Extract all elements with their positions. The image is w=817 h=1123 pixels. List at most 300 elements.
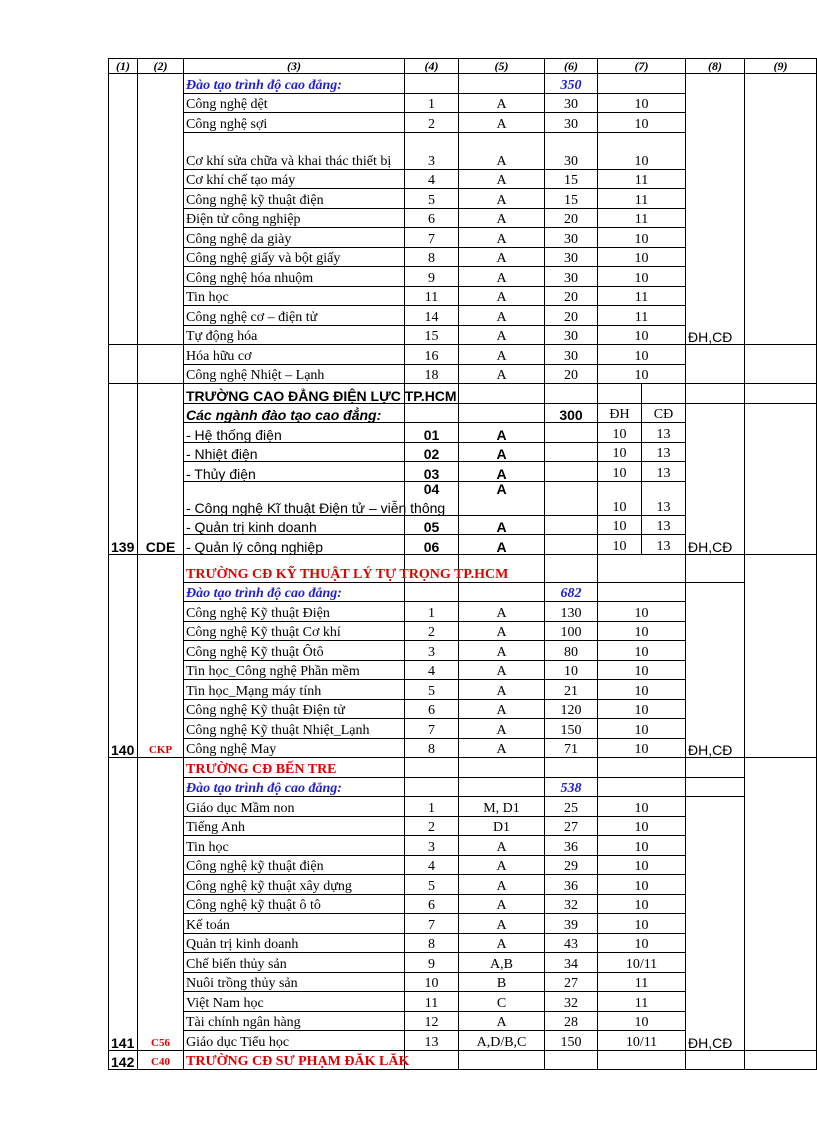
score-value: 11 (598, 189, 686, 209)
major-name: Giáo dục Tiểu học (184, 1031, 405, 1051)
major-name: Công nghệ Kỹ thuật Cơ khí (184, 621, 405, 641)
table-cell (405, 74, 459, 94)
major-name: Tin học_Công nghệ Phần mềm (184, 660, 405, 680)
major-name: Công nghệ Kỹ thuật Nhiệt_Lạnh (184, 719, 405, 739)
major-name: Tin học_Mạng máy tính (184, 680, 405, 700)
section-title: Đào tạo trình độ cao đẳng: (184, 582, 405, 602)
major-name: Tin học (184, 286, 405, 306)
exam-block: A (459, 364, 545, 384)
school-code: CKP (138, 554, 184, 758)
quota-value: 20 (545, 364, 598, 384)
quota-value: 36 (545, 875, 598, 895)
quota-value: 39 (545, 914, 598, 934)
dh-score: 10 (598, 423, 642, 443)
table-cell (598, 758, 686, 778)
section-quota: 300 (545, 403, 598, 423)
major-name: Công nghệ kỹ thuật điện (184, 189, 405, 209)
major-name: Công nghệ hóa nhuộm (184, 267, 405, 287)
quota-value: 27 (545, 816, 598, 836)
score-value: 10 (598, 345, 686, 365)
table-cell (459, 777, 545, 797)
score-value: 11 (598, 306, 686, 326)
major-name: Chế biến thủy sản (184, 953, 405, 973)
major-name: Tài chính ngân hàng (184, 1011, 405, 1031)
exam-block: A (459, 621, 545, 641)
exam-block: A (459, 535, 545, 555)
exam-block: A (459, 602, 545, 622)
major-name: Cơ khí chế tạo máy (184, 169, 405, 189)
major-name: Công nghệ cơ – điện tử (184, 306, 405, 326)
major-code: 2 (405, 816, 459, 836)
exam-block: A (459, 680, 545, 700)
section-title: Đào tạo trình độ cao đẳng: (184, 74, 405, 94)
major-name: Cơ khí sửa chữa và khai thác thiết bị (184, 132, 405, 169)
school-row (109, 758, 817, 778)
school-stt: 142 (109, 1050, 138, 1070)
table-cell (686, 777, 745, 797)
major-code: 12 (405, 1011, 459, 1031)
score-value: 10 (598, 267, 686, 287)
exam-block: A (459, 93, 545, 113)
table-cell (598, 582, 686, 602)
quota-value: 30 (545, 228, 598, 248)
section-row (109, 582, 817, 602)
quota-value: 150 (545, 1031, 598, 1051)
score-value: 10 (598, 738, 686, 758)
major-code: 1 (405, 93, 459, 113)
cd-score: 13 (642, 535, 686, 555)
score-value: 11 (598, 208, 686, 228)
major-name: Công nghệ Kỹ thuật Điện (184, 602, 405, 622)
exam-block: A (459, 855, 545, 875)
major-name: Công nghệ Nhiệt – Lạnh (184, 364, 405, 384)
exam-block: A (459, 423, 545, 443)
score-value: 10 (598, 816, 686, 836)
major-code: 7 (405, 228, 459, 248)
major-name: Công nghệ sợi (184, 113, 405, 133)
table-cell (405, 1050, 459, 1070)
section-quota: 682 (545, 582, 598, 602)
major-code: 8 (405, 933, 459, 953)
exam-block: M, D1 (459, 797, 545, 817)
exam-block: A (459, 306, 545, 326)
quota-value: 80 (545, 641, 598, 661)
major-code: 10 (405, 972, 459, 992)
score-value: 10 (598, 933, 686, 953)
major-code: 18 (405, 364, 459, 384)
exam-block: A (459, 515, 545, 535)
exam-block: A (459, 836, 545, 856)
score-value: 11 (598, 286, 686, 306)
score-value: 10 (598, 247, 686, 267)
major-code: 2 (405, 113, 459, 133)
school-name: TRƯỜNG CAO ĐẲNG ĐIỆN LỰC TP.HCM (184, 384, 405, 404)
exam-block: A (459, 132, 545, 169)
exam-block: A (459, 914, 545, 934)
major-code: 3 (405, 836, 459, 856)
major-code: 4 (405, 660, 459, 680)
table-cell (459, 1050, 545, 1070)
major-name: Tự động hóa (184, 325, 405, 345)
score-value: 10 (598, 132, 686, 169)
table-cell (745, 554, 817, 758)
major-code: 3 (405, 641, 459, 661)
major-code: 8 (405, 247, 459, 267)
table-cell (545, 554, 598, 582)
major-code: 2 (405, 621, 459, 641)
header-row (109, 59, 817, 74)
major-name: Tiếng Anh (184, 816, 405, 836)
score-value: 11 (598, 972, 686, 992)
exam-block: C (459, 992, 545, 1012)
major-code: 4 (405, 855, 459, 875)
score-value: 10 (598, 93, 686, 113)
dh-score: 10 (598, 481, 642, 515)
note-cell: ĐH,CĐ (686, 403, 745, 554)
section-title: Các ngành đào tạo cao đẳng: (184, 403, 405, 423)
table-cell (745, 345, 817, 384)
column-header: (1) (109, 59, 138, 74)
major-name: - Quản lý công nghiệp (184, 535, 405, 555)
dh-score: 10 (598, 462, 642, 482)
quota-value: 21 (545, 680, 598, 700)
quota-value: 71 (545, 738, 598, 758)
exam-block: B (459, 972, 545, 992)
exam-block: A (459, 660, 545, 680)
major-code: 15 (405, 325, 459, 345)
table-cell (405, 777, 459, 797)
major-name: Công nghệ giấy và bột giấy (184, 247, 405, 267)
score-value: 11 (598, 992, 686, 1012)
major-name: Điện tử công nghiệp (184, 208, 405, 228)
table-cell (745, 384, 817, 404)
major-name: - Thủy điện (184, 462, 405, 482)
exam-block: A (459, 286, 545, 306)
note-cell: ĐH,CĐ (686, 74, 745, 345)
table-cell (745, 758, 817, 1051)
quota-value: 27 (545, 972, 598, 992)
table-row (109, 345, 817, 365)
quota-value: 100 (545, 621, 598, 641)
dh-score: 10 (598, 515, 642, 535)
exam-block: A (459, 442, 545, 462)
major-name: Tin học (184, 836, 405, 856)
quota-value: 29 (545, 855, 598, 875)
table-cell (459, 403, 545, 423)
quota-value: 10 (545, 660, 598, 680)
school-stt: 140 (109, 554, 138, 758)
major-code: 5 (405, 189, 459, 209)
exam-block: A (459, 894, 545, 914)
school-code: C40 (138, 1050, 184, 1070)
exam-block: A (459, 228, 545, 248)
score-value: 10 (598, 797, 686, 817)
exam-block: A (459, 113, 545, 133)
section-quota: 538 (545, 777, 598, 797)
cd-score: 13 (642, 423, 686, 443)
table-body (109, 59, 817, 1070)
column-header: (4) (405, 59, 459, 74)
school-name: TRƯỜNG CĐ KỸ THUẬT LÝ TỰ TRỌNG TP.HCM (184, 554, 405, 582)
table-cell (686, 554, 745, 582)
cd-score: 13 (642, 442, 686, 462)
major-name: Công nghệ Kỹ thuật Ôtô (184, 641, 405, 661)
table-cell (109, 345, 138, 384)
exam-block: A (459, 189, 545, 209)
exam-block: A (459, 719, 545, 739)
major-code: 02 (405, 442, 459, 462)
section-row (109, 74, 817, 94)
major-name: Kế toán (184, 914, 405, 934)
major-code: 04 (405, 481, 459, 515)
table-cell (598, 777, 686, 797)
table-cell (598, 554, 686, 582)
school-name: TRƯỜNG CĐ BẾN TRE (184, 758, 405, 778)
quota-value: 150 (545, 719, 598, 739)
score-value: 10 (598, 641, 686, 661)
cd-score: 13 (642, 515, 686, 535)
table-cell (545, 758, 598, 778)
quota-value: 130 (545, 602, 598, 622)
major-code: 14 (405, 306, 459, 326)
table-cell (459, 582, 545, 602)
major-name: - Quản trị kinh doanh (184, 515, 405, 535)
exam-block: A (459, 933, 545, 953)
table-cell (642, 384, 686, 404)
score-value: 10 (598, 836, 686, 856)
major-name: Công nghệ kỹ thuật xây dựng (184, 875, 405, 895)
table-cell (686, 345, 745, 384)
major-code: 11 (405, 992, 459, 1012)
quota-value: 30 (545, 247, 598, 267)
major-code: 9 (405, 267, 459, 287)
quota-value: 30 (545, 267, 598, 287)
major-code: 1 (405, 797, 459, 817)
score-value: 10/11 (598, 953, 686, 973)
major-code: 9 (405, 953, 459, 973)
column-header: (6) (545, 59, 598, 74)
major-code: 3 (405, 132, 459, 169)
major-name: - Công nghệ Kĩ thuật Điện tử – viễn thông (184, 481, 405, 515)
table-cell (745, 74, 817, 345)
score-value: 10 (598, 364, 686, 384)
cd-score: 13 (642, 481, 686, 515)
quota-value: 20 (545, 306, 598, 326)
table-cell (459, 384, 545, 404)
major-name: Công nghệ da giày (184, 228, 405, 248)
exam-block: A (459, 208, 545, 228)
school-row (109, 554, 817, 582)
score-value: 10 (598, 894, 686, 914)
quota-value: 15 (545, 169, 598, 189)
table-cell (545, 535, 598, 555)
score-value: 10 (598, 699, 686, 719)
major-name: Việt Nam học (184, 992, 405, 1012)
score-value: 10 (598, 325, 686, 345)
quota-value: 30 (545, 113, 598, 133)
note-cell: ĐH,CĐ (686, 582, 745, 758)
section-quota: 350 (545, 74, 598, 94)
major-code: 05 (405, 515, 459, 535)
quota-value: 25 (545, 797, 598, 817)
note-cell: ĐH,CĐ (686, 797, 745, 1051)
table-cell (138, 345, 184, 384)
exam-block: A (459, 481, 545, 515)
major-code: 5 (405, 680, 459, 700)
major-code: 11 (405, 286, 459, 306)
quota-value: 28 (545, 1011, 598, 1031)
major-name: - Hệ thống điện (184, 423, 405, 443)
dh-score: 10 (598, 442, 642, 462)
exam-block: A,B (459, 953, 545, 973)
score-value: 10/11 (598, 1031, 686, 1051)
table-cell (598, 74, 686, 94)
table-cell (545, 462, 598, 482)
quota-value: 30 (545, 345, 598, 365)
quota-value: 30 (545, 93, 598, 113)
column-header: (5) (459, 59, 545, 74)
score-value: 10 (598, 113, 686, 133)
score-value: 10 (598, 914, 686, 934)
school-name: TRƯỜNG CĐ SƯ PHẠM ĐĂK LĂK (184, 1050, 405, 1070)
exam-block: A (459, 1011, 545, 1031)
table-cell (745, 403, 817, 554)
table-cell (459, 758, 545, 778)
major-name: Công nghệ kỹ thuật ô tô (184, 894, 405, 914)
exam-block: A (459, 325, 545, 345)
exam-block: A (459, 462, 545, 482)
major-code: 4 (405, 169, 459, 189)
column-header: (3) (184, 59, 405, 74)
quota-value: 20 (545, 208, 598, 228)
exam-block: A,D/B,C (459, 1031, 545, 1051)
major-name: Công nghệ kỹ thuật điện (184, 855, 405, 875)
major-name: Nuôi trồng thủy sản (184, 972, 405, 992)
quota-value: 34 (545, 953, 598, 973)
quota-value: 30 (545, 325, 598, 345)
major-code: 8 (405, 738, 459, 758)
section-row (109, 403, 817, 423)
exam-block: A (459, 345, 545, 365)
major-code: 7 (405, 914, 459, 934)
major-name: - Nhiệt điện (184, 442, 405, 462)
major-code: 06 (405, 535, 459, 555)
table-cell (545, 1050, 598, 1070)
table-cell (598, 1050, 686, 1070)
school-row (109, 384, 817, 404)
school-stt: 141 (109, 758, 138, 1051)
column-header: (9) (745, 59, 817, 74)
quota-value: 32 (545, 894, 598, 914)
table-cell (405, 403, 459, 423)
admissions-table (108, 58, 817, 1070)
table-cell (686, 1050, 745, 1070)
table-cell (545, 423, 598, 443)
score-value: 10 (598, 719, 686, 739)
major-code: 13 (405, 1031, 459, 1051)
section-row (109, 777, 817, 797)
table-row (109, 797, 817, 817)
major-code: 03 (405, 462, 459, 482)
exam-block: A (459, 875, 545, 895)
score-value: 10 (598, 602, 686, 622)
quota-value: 32 (545, 992, 598, 1012)
major-code: 1 (405, 602, 459, 622)
table-cell (745, 1050, 817, 1070)
major-code: 6 (405, 894, 459, 914)
major-name: Quản trị kinh doanh (184, 933, 405, 953)
table-cell (405, 582, 459, 602)
table-cell (405, 758, 459, 778)
dh-score: 10 (598, 535, 642, 555)
exam-block: A (459, 738, 545, 758)
code-cell (138, 74, 184, 345)
quota-value: 20 (545, 286, 598, 306)
column-header: (2) (138, 59, 184, 74)
exam-block: A (459, 641, 545, 661)
table-cell (459, 74, 545, 94)
score-value: 10 (598, 1011, 686, 1031)
school-code: CDE (138, 384, 184, 555)
major-code: 6 (405, 208, 459, 228)
column-header: (7) (598, 59, 686, 74)
cd-score: 13 (642, 462, 686, 482)
score-value: 10 (598, 855, 686, 875)
major-code: 16 (405, 345, 459, 365)
major-code: 5 (405, 875, 459, 895)
major-name: Công nghệ May (184, 738, 405, 758)
exam-block: A (459, 247, 545, 267)
school-row (109, 1050, 817, 1070)
school-code: C56 (138, 758, 184, 1051)
table-cell (545, 481, 598, 515)
column-header: (8) (686, 59, 745, 74)
major-name: Hóa hữu cơ (184, 345, 405, 365)
table-cell (686, 384, 745, 404)
score-value: 10 (598, 680, 686, 700)
table-cell (545, 384, 598, 404)
major-name: Công nghệ dệt (184, 93, 405, 113)
table-cell (545, 442, 598, 462)
major-name: Giáo dục Mầm non (184, 797, 405, 817)
section-title: Đào tạo trình độ cao đẳng: (184, 777, 405, 797)
quota-value: 30 (545, 132, 598, 169)
major-name: Công nghệ Kỹ thuật Điện tử (184, 699, 405, 719)
col-dh-label: ĐH (598, 403, 642, 423)
major-code: 6 (405, 699, 459, 719)
exam-block: A (459, 699, 545, 719)
major-code: 7 (405, 719, 459, 739)
exam-block: A (459, 169, 545, 189)
score-value: 11 (598, 169, 686, 189)
exam-block: A (459, 267, 545, 287)
table-cell (545, 515, 598, 535)
exam-block: D1 (459, 816, 545, 836)
stt-cell (109, 74, 138, 345)
score-value: 10 (598, 875, 686, 895)
score-value: 10 (598, 660, 686, 680)
table-cell (598, 384, 642, 404)
school-stt: 139 (109, 384, 138, 555)
quota-value: 120 (545, 699, 598, 719)
col-cd-label: CĐ (642, 403, 686, 423)
quota-value: 43 (545, 933, 598, 953)
quota-value: 15 (545, 189, 598, 209)
quota-value: 36 (545, 836, 598, 856)
score-value: 10 (598, 228, 686, 248)
score-value: 10 (598, 621, 686, 641)
major-code: 01 (405, 423, 459, 443)
